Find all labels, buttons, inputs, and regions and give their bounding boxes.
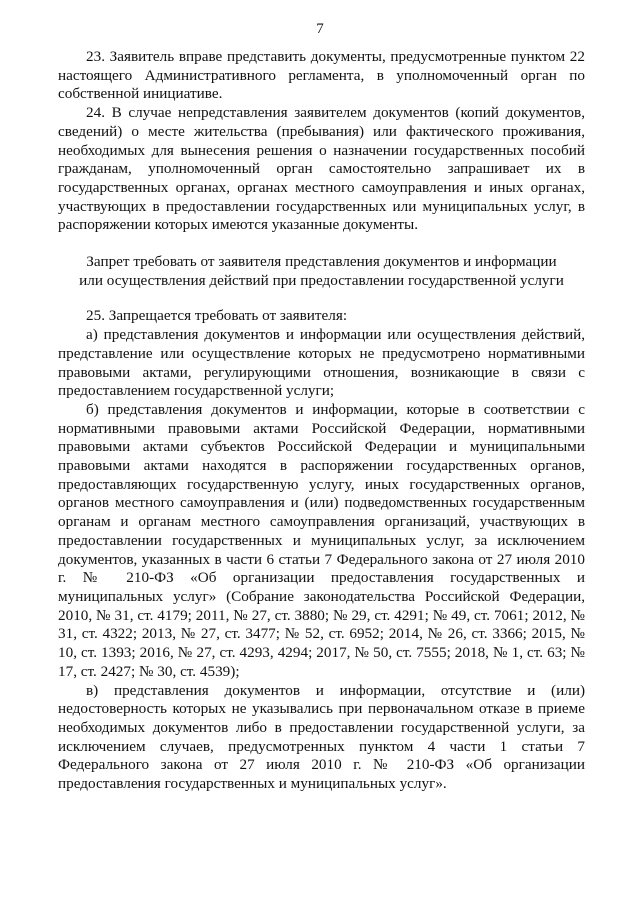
page-number: 7 (316, 21, 324, 37)
paragraph-25-a: а) представления документов и информации или осуществления действий, представление или осуществление которых не предусмотрено нормативными правовыми актами, регулирующими отношения, возникающие в связи с предоставлением государственной услуги; (58, 326, 585, 400)
paragraph-23: 23. Заявитель вправе представить документы, предусмотренные пунктом 22 настоящего Административного регламента, в уполномоченный орган по собственной инициативе. (58, 48, 585, 103)
section-heading (58, 253, 585, 290)
paragraph-25: 25. Запрещается требовать от заявителя: (86, 307, 348, 325)
paragraph-24: 24. В случае непредставления заявителем документов (копий документов, сведений) о месте жительства (пребывания) или фактического проживания, необходимых для вынесения решения о назначении государственных пособий гражданам, уполномоченный орган самостоятельно запрашивает их в государственных органах, органах местного самоуправления и иных органах, участвующих в предоставлении государственных или муниципальных услуг, в распоряжении которых имеются указанные документы. (58, 104, 585, 234)
paragraph-25-b: б) представления документов и информации, которые в соответствии с нормативными правовыми актами Российской Федерации, нормативными правовыми актами субъектов Российской Федерации и муниципальными правовыми актами находятся в распоряжении государственных органов, предоставляющих государственную услугу, иных государственных органов, органов местного самоуправления и (или) подведомственных государственным органам и органам местного самоуправления организаций, участвующих в предоставлении государственных и муниципальных услуг, за исключением документов, указанных в части 6 статьи 7 Федерального закона от 27 июля 2010 г. № 210-ФЗ «Об организации предоставления государственных и муниципальных услуг» (Собрание законодательства Российской Федерации, 2010, № 31, ст. 4179; 2011, № 27, ст. 3880; № 29, ст. 4291; № 49, ст. 7061; 2012, № 31, ст. 4322; 2013, № 27, ст. 3477; № 52, ст. 6952; 2014, № 26, ст. 3366; 2015, № 10, ст. 1393; 2016, № 27, ст. 4293, 4294; 2017, № 50, ст. 7555; 2018, № 1, ст. 63; № 17, ст. 2427; № 30, ст. 4539); (58, 400, 585, 680)
section-heading-line-2: или осуществления действий при предоставлении государственной услуги (79, 271, 564, 289)
paragraph-25-v: в) представления документов и информации, отсутствие и (или) недостоверность которых не указывались при первоначальном отказе в приеме необходимых документов либо в предоставлении государственной услуги, за исключением случаев, предусмотренных пунктом 4 части 1 статьи 7 Федерального закона от 27 июля 2010 г. № 210-ФЗ «Об организации предоставления государственных и муниципальных услуг». (58, 681, 585, 793)
document-body (58, 48, 585, 794)
section-heading-line-1: Запрет требовать от заявителя представления документов и информации (86, 253, 557, 271)
